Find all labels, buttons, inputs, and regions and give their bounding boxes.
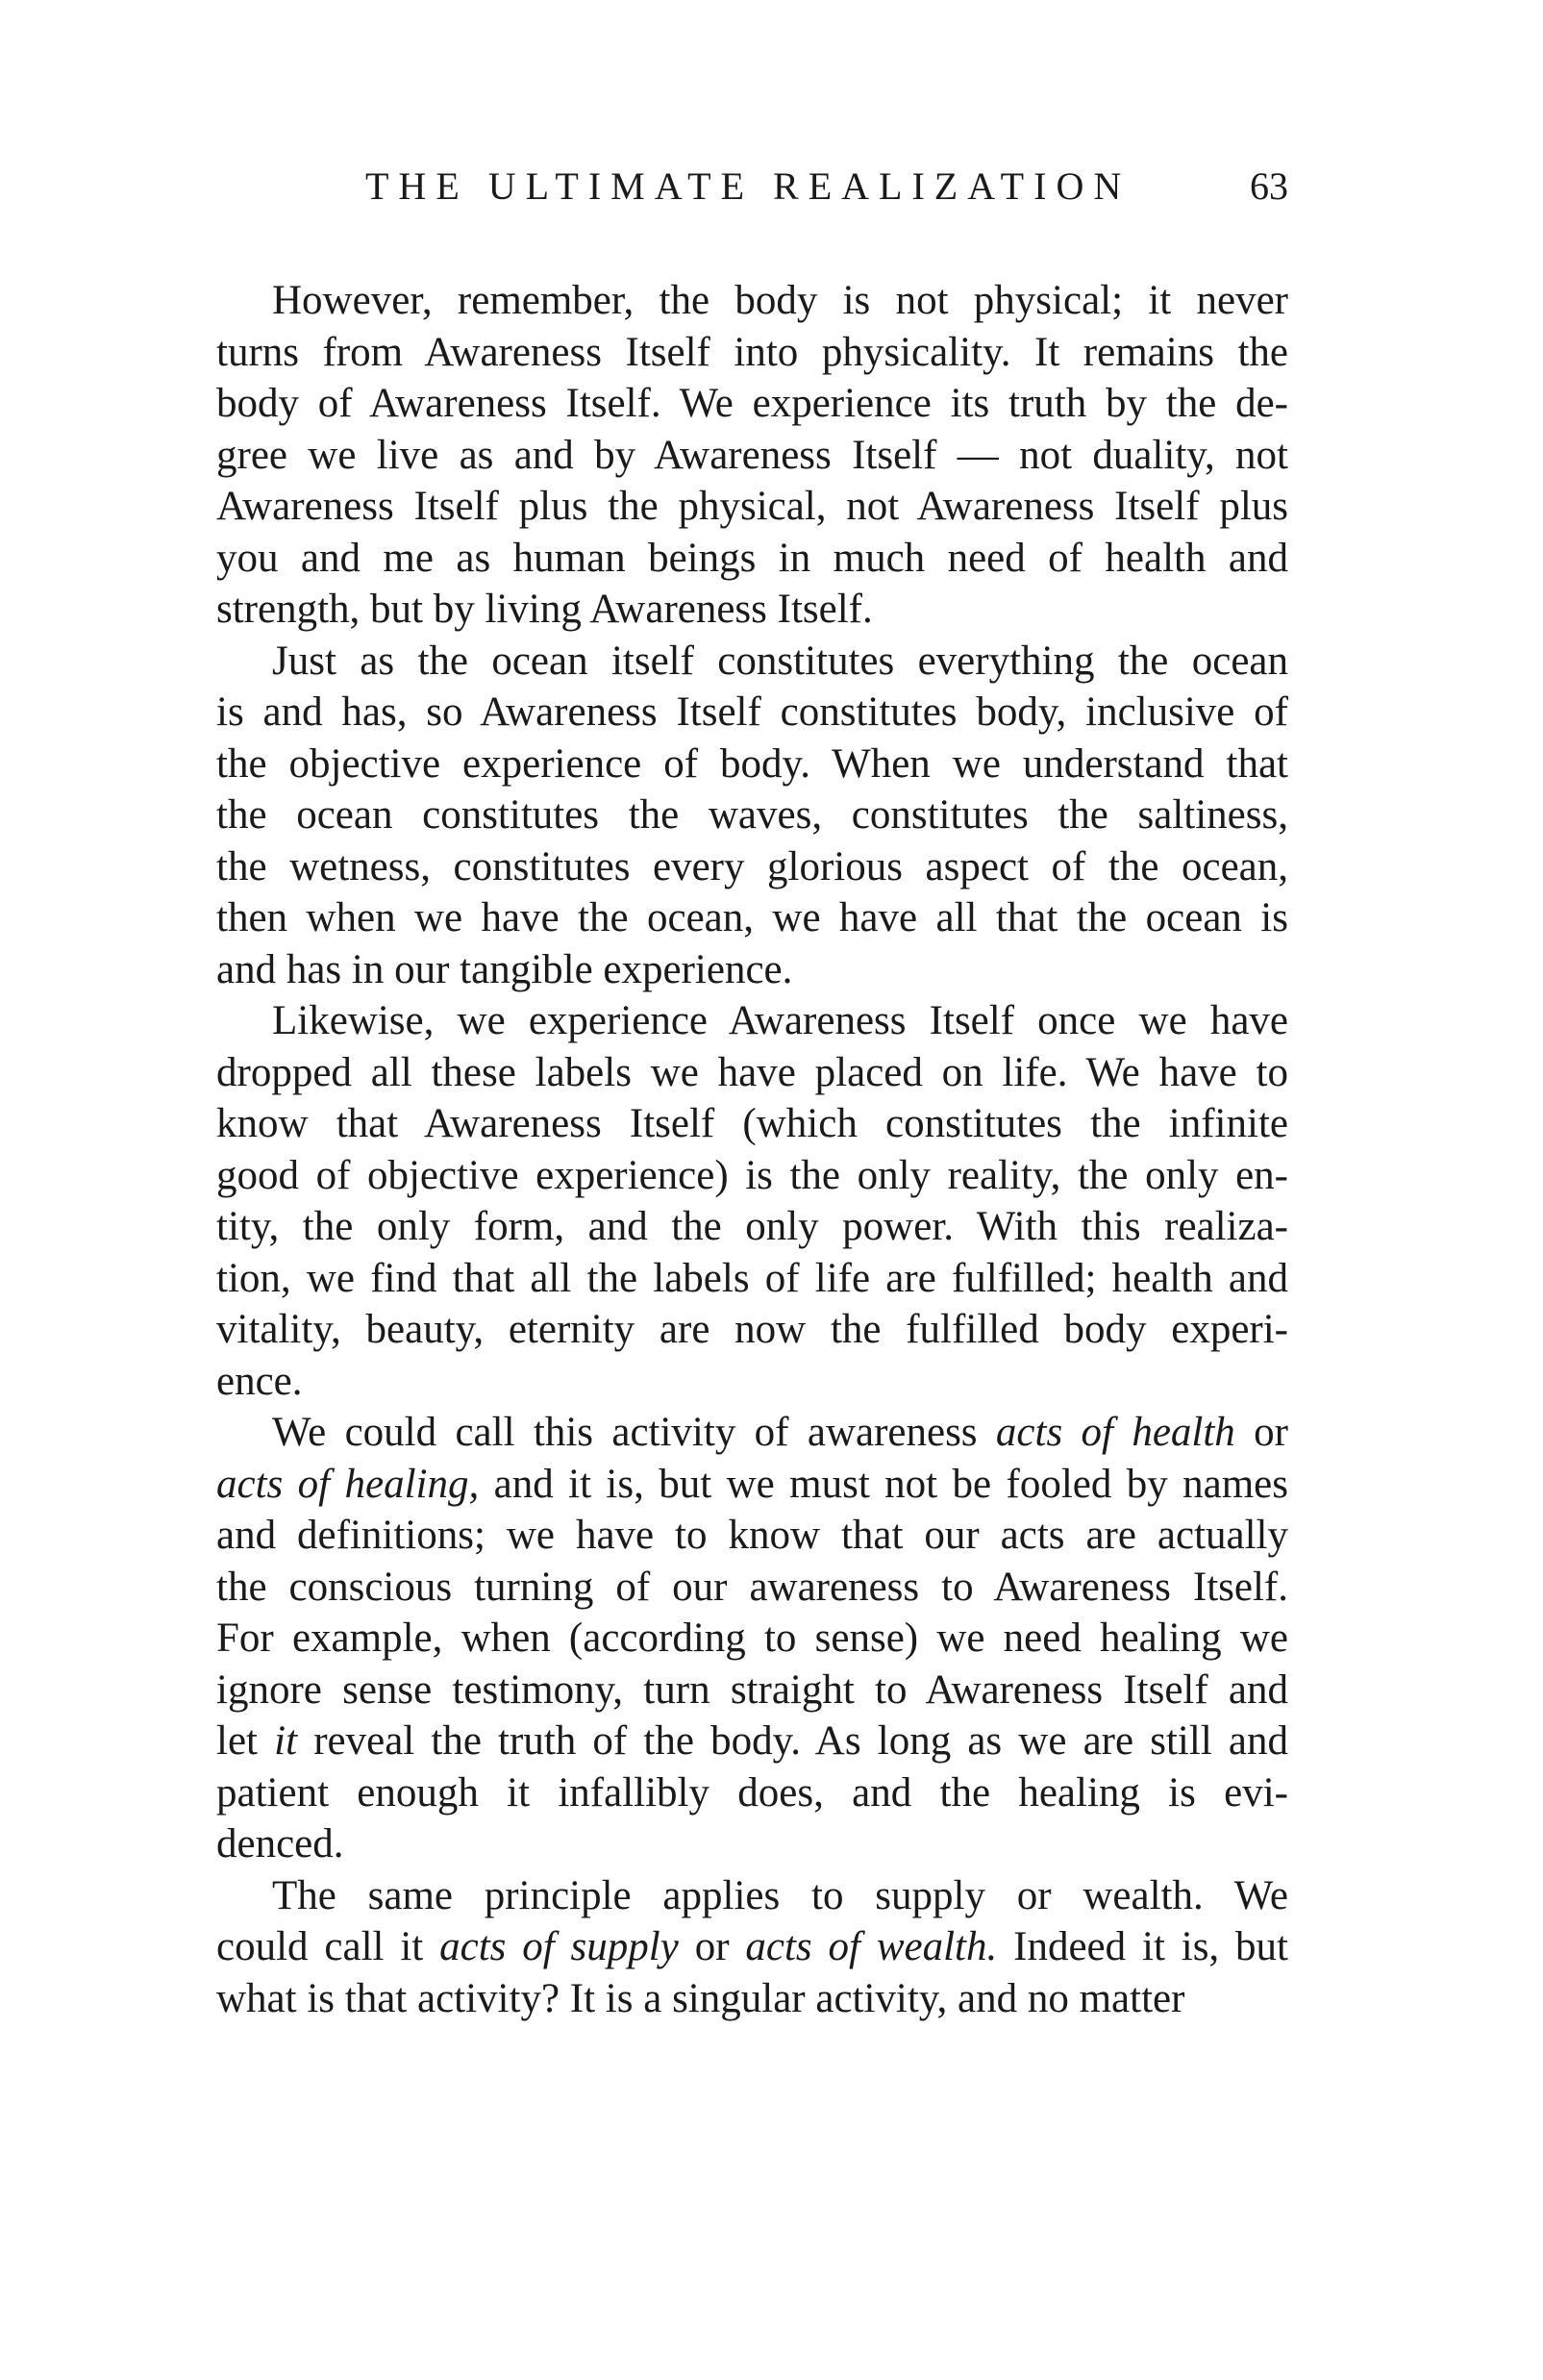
text-run: body of Awareness Itself. We experience its truth by the de- xyxy=(216,381,1288,426)
text-run: Just as the ocean itself constitutes everything the ocean xyxy=(272,638,1288,684)
text-run: denced. xyxy=(216,1821,344,1866)
text-line xyxy=(216,1201,1288,1253)
text-line xyxy=(216,636,1288,688)
text-line xyxy=(216,1921,1288,1973)
text-run: what is that activity? It is a singular activity, and no matter xyxy=(216,1975,1185,2021)
text-line xyxy=(216,1562,1288,1614)
text-run: you and me as human beings in much need of health and xyxy=(216,535,1288,581)
text-line xyxy=(216,1870,1288,1922)
text-run: ence. xyxy=(216,1358,303,1404)
paragraph xyxy=(216,636,1288,996)
text-line xyxy=(216,995,1288,1047)
paragraph xyxy=(216,995,1288,1407)
text-line xyxy=(216,533,1288,585)
text-line xyxy=(216,1459,1288,1511)
text-line xyxy=(216,1098,1288,1150)
text-run: and it is, but we must not be fooled by names xyxy=(479,1461,1288,1507)
text-run: know that Awareness Itself (which constitutes the infinite xyxy=(216,1101,1288,1146)
text-line xyxy=(216,430,1288,482)
text-run: However, remember, the body is not physical; it never xyxy=(272,278,1288,323)
text-run: turns from Awareness Itself into physicality. It remains the xyxy=(216,329,1288,375)
text-line xyxy=(216,841,1288,893)
body-text xyxy=(216,275,1288,2024)
text-run: good of objective experience) is the only reality, the only en- xyxy=(216,1152,1288,1198)
text-run: tion, we find that all the labels of life are fulfilled; health and xyxy=(216,1255,1288,1301)
text-line xyxy=(216,1150,1288,1202)
text-line xyxy=(216,1665,1288,1716)
text-run: could call it xyxy=(216,1924,440,1969)
text-run: strength, but by living Awareness Itself. xyxy=(216,587,873,632)
page-number: 63 xyxy=(1250,164,1288,208)
text-line xyxy=(216,789,1288,841)
text-line xyxy=(216,1716,1288,1767)
italic-run: acts of health xyxy=(995,1410,1235,1455)
text-line xyxy=(216,687,1288,739)
text-run: reveal the truth of the body. As long as we are still and xyxy=(297,1718,1288,1764)
italic-run: acts of wealth. xyxy=(745,1924,998,1969)
paragraph xyxy=(216,1870,1288,2025)
text-line xyxy=(216,1253,1288,1305)
italic-run: acts of healing, xyxy=(216,1461,480,1507)
text-run: let xyxy=(216,1718,275,1764)
italic-run: acts of supply xyxy=(439,1924,679,1969)
text-run: patient enough it infallibly does, and the healing is evi- xyxy=(216,1769,1288,1816)
text-run: dropped all these labels we have placed on life. We have to xyxy=(216,1049,1288,1095)
text-run: the objective experience of body. When we understand that xyxy=(216,740,1288,787)
text-line xyxy=(216,1047,1288,1099)
text-run: is and has, so Awareness Itself constitutes body, inclusive of xyxy=(216,689,1288,735)
text-line xyxy=(216,739,1288,790)
text-line xyxy=(216,1973,1288,2025)
paragraph xyxy=(216,275,1288,636)
text-run: The same principle applies to supply or wealth. We xyxy=(272,1872,1288,1918)
text-run: For example, when (according to sense) we need healing we xyxy=(216,1616,1288,1661)
text-run: Indeed it is, but xyxy=(997,1924,1289,1969)
text-run: or xyxy=(678,1924,746,1969)
text-line xyxy=(216,1767,1288,1819)
text-line xyxy=(216,944,1288,996)
text-line xyxy=(216,1407,1288,1459)
text-run: gree we live as and by Awareness Itself — not duality, not xyxy=(216,432,1288,478)
italic-run: it xyxy=(274,1718,298,1764)
text-run: the conscious turning of our awareness to Awareness Itself. xyxy=(216,1564,1288,1610)
running-head xyxy=(365,162,1288,212)
text-run: and has in our tangible experience. xyxy=(216,946,793,992)
text-line xyxy=(216,1818,1288,1870)
text-run: or xyxy=(1234,1410,1288,1455)
text-run: tity, the only form, and the only power. With this realiza- xyxy=(216,1204,1288,1249)
running-title: THE ULTIMATE REALIZATION xyxy=(365,164,1132,208)
text-line xyxy=(216,1613,1288,1665)
text-run: and definitions; we have to know that our acts are actually xyxy=(216,1513,1288,1558)
text-run: We could call this activity of awareness xyxy=(272,1410,996,1455)
text-run: the wetness, constitutes every glorious aspect of the ocean, xyxy=(216,843,1288,889)
text-line xyxy=(216,275,1288,327)
text-run: Likewise, we experience Awareness Itself once we have xyxy=(272,998,1288,1043)
text-run: ignore sense testimony, turn straight to Awareness Itself and xyxy=(216,1666,1288,1713)
text-run: vitality, beauty, eternity are now the fulfilled body experi- xyxy=(216,1307,1288,1352)
text-run: Awareness Itself plus the physical, not Awareness Itself plus xyxy=(216,484,1288,529)
text-line xyxy=(216,327,1288,379)
text-run: then when we have the ocean, we have all that the ocean is xyxy=(216,895,1288,940)
text-run: the ocean constitutes the waves, constitutes the saltiness, xyxy=(216,792,1288,838)
text-line xyxy=(216,892,1288,944)
text-line xyxy=(216,1304,1288,1356)
text-line xyxy=(216,584,1288,636)
text-line xyxy=(216,378,1288,430)
text-line xyxy=(216,1510,1288,1562)
paragraph xyxy=(216,1407,1288,1870)
text-line xyxy=(216,1356,1288,1408)
text-line xyxy=(216,481,1288,533)
